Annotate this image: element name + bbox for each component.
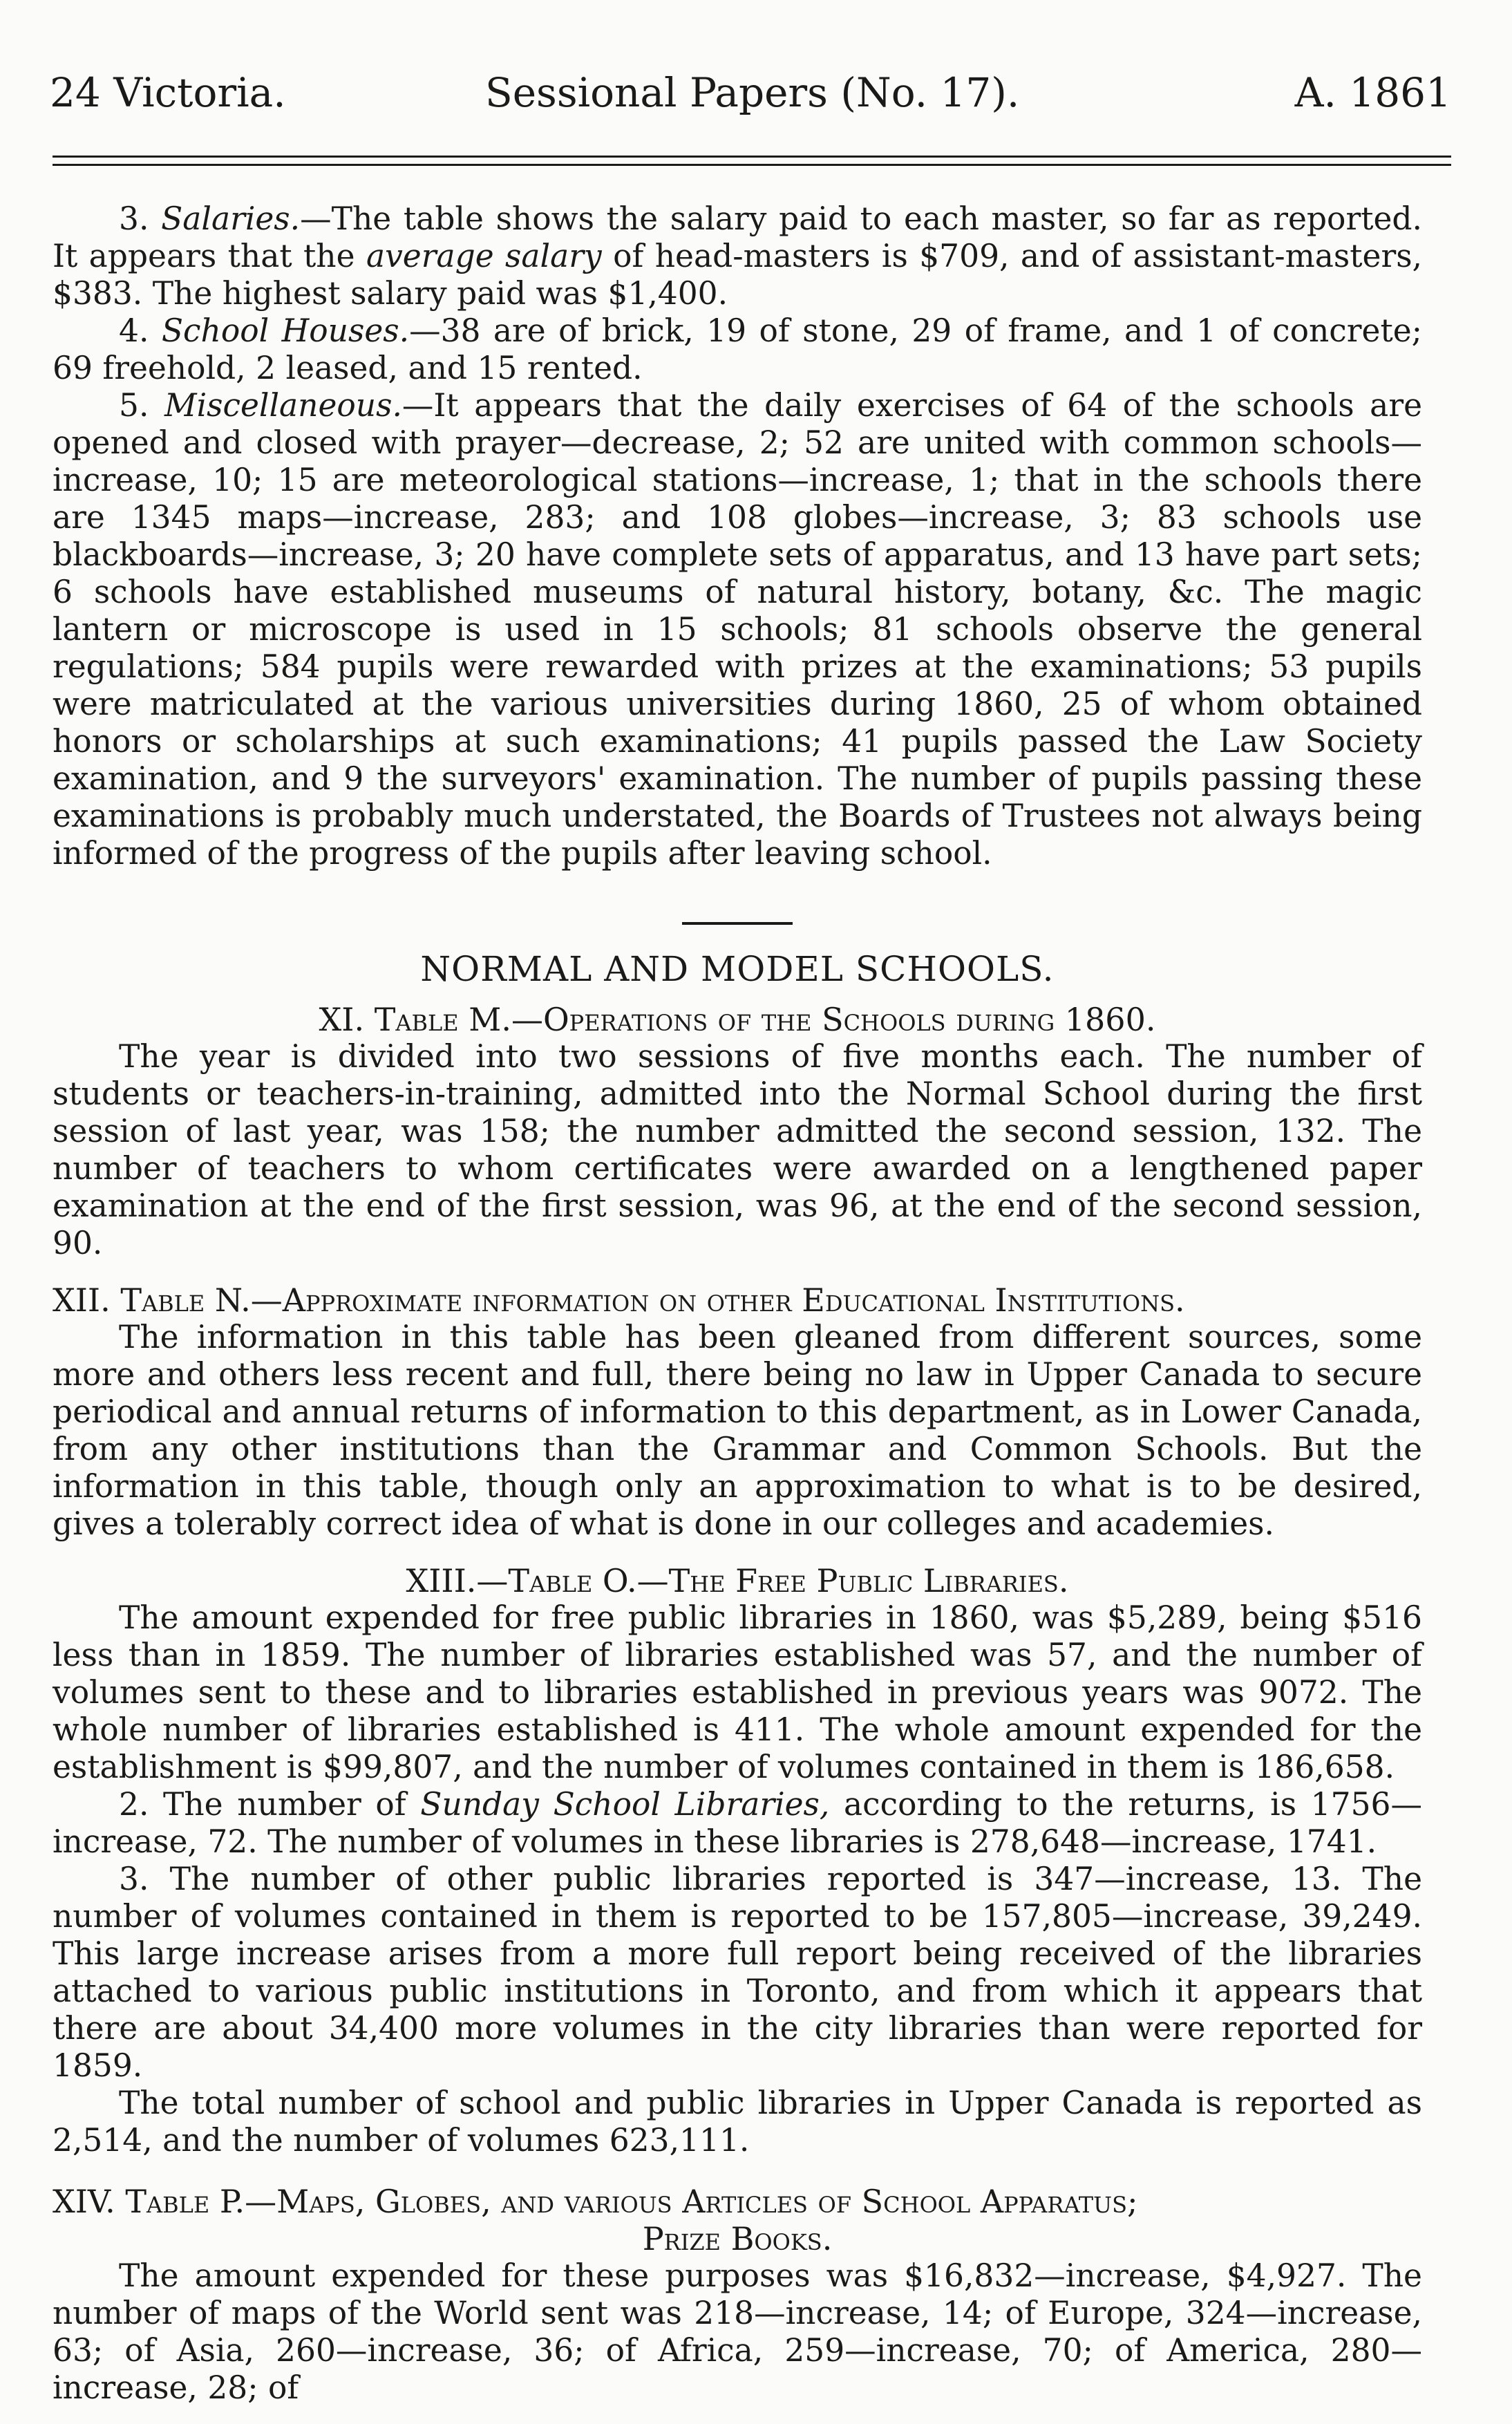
document-body [53,200,1422,2407]
header-rule-bottom [53,164,1451,166]
paragraph-school-houses: 4. School Houses.—38 are of brick, 19 of stone, 29 of frame, and 1 of concrete; 69 freehold, 2 leased, and 15 rented. [53,312,1422,386]
header-year: A. 1861 [1294,69,1451,116]
heading-table-n: XII. Table N.—Approximate information on other Educational Institutions. [53,1281,1185,1319]
paragraph-salaries: 3. Salaries.—The table shows the salary paid to each master, so far as reported. It appears that the average salary of head-masters is $709, and of assistant-masters, $383. The highest salary paid was $1,400. [53,200,1423,312]
paragraph-miscellaneous: 5. Miscellaneous.—It appears that the daily exercises of 64 of the schools are opened and closed with prayer—decrease, 2; 52 are united with common schools—increase, 10; 15 are meteorological stations—increase, 1; that in the schools there are 1345 maps—increase, 283; and 108 globes—increase, 3; 83 schools use blackboards—increase, 3; 20 have complete sets of apparatus, and 13 have part sets; 6 schools have established museums of natural history, botany, &c. The magic lantern or microscope is used in 15 schools; 81 schools observe the general regulations; 584 pupils were rewarded with prizes at the examinations; 53 pupils were matriculated at the various universities during 1860, 25 of whom obtained honors or scholarships at such examinations; 41 pupils passed the Law Society examination, and 9 the surveyors' examination. The number of pupils passing these examinations is probably much understated, the Boards of Trustees not always being informed of the progress of the pupils after leaving school. [53,387,1422,872]
heading-table-p: XIV. Table P.—Maps, Globes, and various Articles of School Apparatus; [53,2183,1138,2220]
header-volume: 24 Victoria. [50,69,286,116]
miscellaneous-label: Miscellaneous. [164,387,402,424]
heading-table-m: XI. Table M.—Operations of the Schools during 1860. [319,1001,1156,1038]
running-header [50,69,1451,124]
paragraph-libraries-3: 3. The number of other public libraries reported is 347—increase, 13. The number of volumes contained in them is reported to be 157,805—increase, 39,249. This large increase arises from a more full report being received of the libraries attached to various public institutions in Toronto, and from which it appears that there are about 34,400 more volumes in the city libraries than were reported for 1859. [53,1861,1422,2084]
section-divider [682,922,793,925]
salaries-label: Salaries. [161,200,301,237]
paragraph-table-m: The year is divided into two sessions of five months each. The number of students or teachers-in-training, admitted into the Normal School during the first session of last year, was 158; the number admitted the second session, 132. The number of teachers to whom certificates were awarded on a lengthened paper examination at the end of the first session, was 96, at the end of the second session, 90. [53,1038,1422,1261]
paragraph-libraries-4: The total number of school and public libraries in Upper Canada is reported as 2,514, and the number of volumes 623,111. [53,2085,1422,2159]
heading-table-o: XIII.—Table O.—The Free Public Libraries. [406,1562,1069,1599]
paragraph-table-p: The amount expended for these purposes was $16,832—increase, $4,927. The number of maps of the World sent was 218—increase, 14; of Europe, 324—increase, 63; of Asia, 260—increase, 36; of Africa, 259—increase, 70; of America, 280—increase, 28; of [53,2257,1422,2406]
header-title: Sessional Papers (No. 17). [485,69,1020,116]
paragraph-table-n: The information in this table has been gleaned from different sources, some more and others less recent and full, there being no law in Upper Canada to secure periodical and annual returns of information to this department, as in Lower Canada, from any other institutions than the Grammar and Common Schools. But the information in this table, though only an approximation to what is to be desired, gives a tolerably correct idea of what is done in our colleges and academies. [53,1319,1422,1542]
header-rule-top [53,156,1451,158]
paragraph-libraries-2: 2. The number of Sunday School Libraries, according to the returns, is 1756—increase, 72. The number of volumes in these libraries is 278,648—increase, 1741. [53,1786,1422,1860]
heading-table-p-continued: Prize Books. [642,2220,833,2257]
section-title: NORMAL AND MODEL SCHOOLS. [420,949,1055,989]
paragraph-libraries-1: The amount expended for free public libraries in 1860, was $5,289, being $516 less than in 1859. The number of libraries established was 57, and the number of volumes sent to these and to libraries established in previous years was 9072. The whole number of libraries established is 411. The whole amount expended for the establishment is $99,807, and the number of volumes contained in them is 186,658. [53,1599,1422,1785]
school-houses-label: School Houses. [161,312,410,349]
